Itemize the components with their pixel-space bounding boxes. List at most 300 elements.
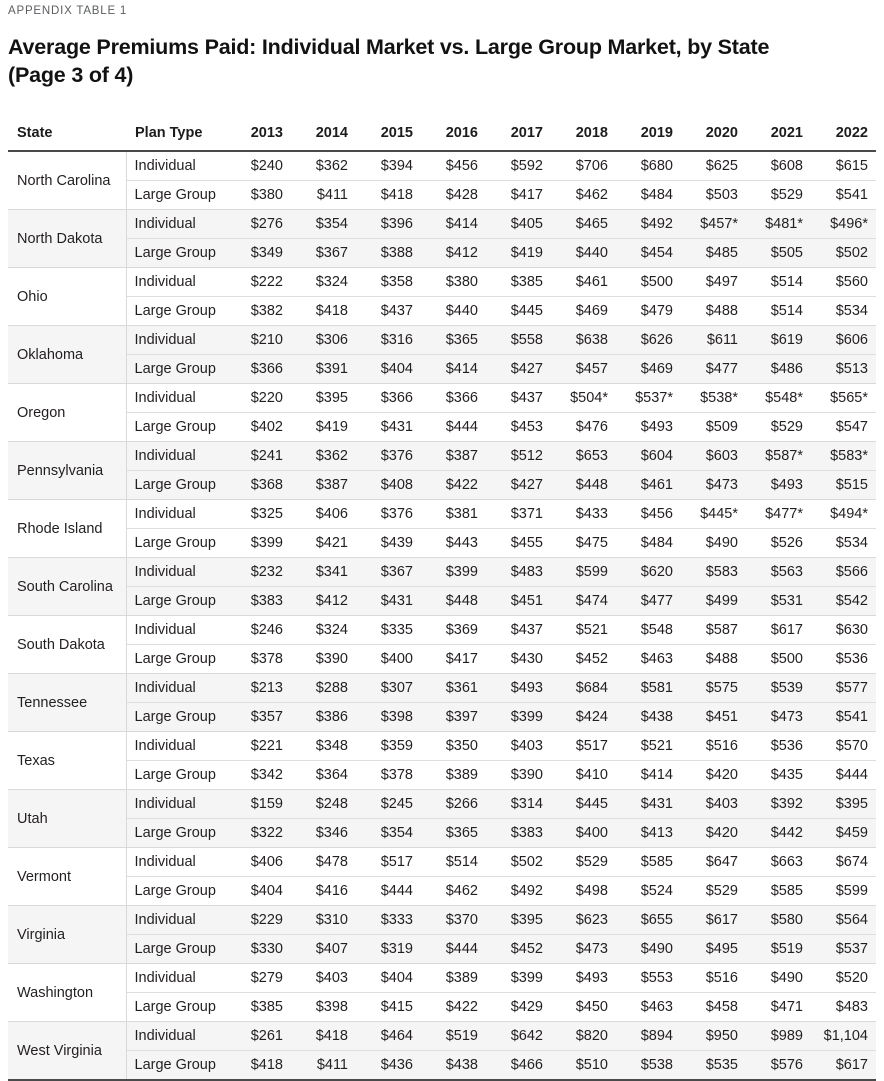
premium-value: $630	[811, 616, 876, 645]
premium-value: $592	[510, 158, 543, 174]
premium-value: $462	[551, 181, 616, 210]
premium-value: $599	[811, 877, 876, 906]
premium-value: $414	[616, 761, 681, 790]
premium-value: $894	[616, 1022, 681, 1051]
premium-value: $437	[486, 616, 551, 645]
premium-value: $585	[616, 848, 681, 877]
plan-type-label: Large Group	[126, 819, 226, 848]
premium-value: $438	[616, 703, 681, 732]
premium-value: $399	[486, 703, 551, 732]
premium-value: $615	[835, 158, 868, 174]
plan-type-label: Individual	[126, 1022, 226, 1051]
premium-value: $438	[421, 1051, 486, 1081]
premium-value: $587*	[746, 442, 811, 471]
premium-value: $306	[291, 326, 356, 355]
state-group	[8, 151, 876, 210]
premium-value: $392	[746, 790, 811, 819]
plan-type-label: Individual	[126, 616, 226, 645]
state-name: South Carolina	[8, 558, 126, 616]
premium-value: $587	[681, 616, 746, 645]
page-title-line-2: (Page 3 of 4)	[8, 63, 134, 87]
premium-value: $440	[551, 239, 616, 268]
premium-value: $458	[681, 993, 746, 1022]
plan-type-label: Individual	[126, 442, 226, 471]
premium-value: $514	[746, 297, 811, 326]
premium-value: $422	[421, 993, 486, 1022]
premium-value: $444	[811, 761, 876, 790]
plan-type-label: Large Group	[126, 413, 226, 442]
premium-value: $504*	[551, 384, 616, 413]
plan-type-label: Large Group	[126, 587, 226, 616]
premium-value: $346	[291, 819, 356, 848]
premium-value: $481*	[746, 210, 811, 239]
plan-type-label: Large Group	[126, 471, 226, 500]
premium-value: $403	[291, 964, 356, 993]
premium-value: $465	[551, 210, 616, 239]
state-name: Utah	[8, 790, 126, 848]
premium-value: $519	[746, 935, 811, 964]
premium-value: $485	[681, 239, 746, 268]
premium-value: $417	[486, 181, 551, 210]
table-row	[8, 181, 876, 210]
premium-value: $488	[681, 645, 746, 674]
premium-value: $437	[356, 297, 421, 326]
premium-value: $642	[486, 1022, 551, 1051]
premium-value: $403	[486, 732, 551, 761]
premium-value: $498	[551, 877, 616, 906]
premium-value: $445	[486, 297, 551, 326]
premium-value: $376	[356, 500, 421, 529]
premium-value: $497	[681, 268, 746, 297]
premium-value: $541	[811, 703, 876, 732]
premium-value: $494*	[811, 500, 876, 529]
premium-value: $490	[616, 935, 681, 964]
premium-value: $553	[616, 964, 681, 993]
premium-value: $509	[681, 413, 746, 442]
state-name: Ohio	[8, 268, 126, 326]
state-group	[8, 442, 876, 500]
premium-value: $376	[356, 442, 421, 471]
table-row	[8, 326, 876, 355]
premium-value: $361	[421, 674, 486, 703]
premium-value: $492	[616, 210, 681, 239]
premium-value: $383	[486, 819, 551, 848]
premium-value: $364	[291, 761, 356, 790]
premium-value: $398	[356, 703, 421, 732]
state-name: Virginia	[8, 906, 126, 964]
col-header-2013: 2013	[226, 118, 291, 151]
premium-value: $358	[356, 268, 421, 297]
premium-value: $389	[421, 964, 486, 993]
plan-type-label: Individual	[126, 964, 226, 993]
premium-value: $407	[291, 935, 356, 964]
premium-value: $459	[811, 819, 876, 848]
premium-value: $248	[291, 790, 356, 819]
premium-value: $560	[811, 268, 876, 297]
premium-value: $583	[681, 558, 746, 587]
premium-value: $420	[681, 819, 746, 848]
premium-value: $638	[551, 326, 616, 355]
col-header-2021: 2021	[746, 118, 811, 151]
premium-value: $512	[486, 442, 551, 471]
premium-value: $471	[746, 993, 811, 1022]
premium-value: $492	[486, 877, 551, 906]
premium-value: $524	[616, 877, 681, 906]
premium-value: $503	[681, 181, 746, 210]
premium-value: $405	[486, 210, 551, 239]
state-group	[8, 732, 876, 790]
premium-value: $456	[445, 158, 478, 174]
table-row	[8, 239, 876, 268]
state-group	[8, 268, 876, 326]
premium-value: $445	[551, 790, 616, 819]
premium-value: $357	[226, 703, 291, 732]
premium-value: $455	[486, 529, 551, 558]
premium-value: $389	[421, 761, 486, 790]
premium-value: $484	[616, 181, 681, 210]
state-name: West Virginia	[8, 1022, 126, 1081]
premium-value: $359	[356, 732, 421, 761]
col-header-2022: 2022	[811, 118, 876, 151]
premium-value: $437	[486, 384, 551, 413]
premium-value: $416	[291, 877, 356, 906]
premium-value: $464	[356, 1022, 421, 1051]
plan-type-label: Large Group	[126, 703, 226, 732]
premium-value: $213	[226, 674, 291, 703]
premium-value: $310	[291, 906, 356, 935]
premium-value: $626	[616, 326, 681, 355]
premium-value: $989	[746, 1022, 811, 1051]
premium-value: $316	[356, 326, 421, 355]
premium-value: $288	[291, 674, 356, 703]
premium-value: $397	[421, 703, 486, 732]
table-row	[8, 790, 876, 819]
premium-value: $371	[486, 500, 551, 529]
table-row	[8, 151, 876, 181]
state-group	[8, 790, 876, 848]
premium-value: $396	[356, 210, 421, 239]
table-row	[8, 529, 876, 558]
page-title-line-1: Average Premiums Paid: Individual Market vs. Large Group Market, by State	[8, 35, 770, 59]
premium-value: $404	[356, 355, 421, 384]
premium-value: $403	[681, 790, 746, 819]
premiums-table	[8, 118, 876, 1081]
premium-value: $674	[811, 848, 876, 877]
table-row	[8, 877, 876, 906]
premium-value: $366	[356, 384, 421, 413]
premium-value: $411	[291, 1051, 356, 1081]
table-row	[8, 268, 876, 297]
premium-value: $342	[226, 761, 291, 790]
premium-value: $436	[356, 1051, 421, 1081]
plan-type-label: Individual	[126, 326, 226, 355]
premium-value: $398	[291, 993, 356, 1022]
premium-value: $495	[681, 935, 746, 964]
premium-value: $513	[811, 355, 876, 384]
premium-value: $478	[291, 848, 356, 877]
premium-value: $483	[811, 993, 876, 1022]
premium-value: $536	[746, 732, 811, 761]
premium-value: $427	[486, 471, 551, 500]
premium-value: $542	[811, 587, 876, 616]
premium-value: $477*	[746, 500, 811, 529]
premium-value: $341	[291, 558, 356, 587]
premium-value: $479	[616, 297, 681, 326]
premium-value: $539	[746, 674, 811, 703]
state-group	[8, 674, 876, 732]
premium-value: $411	[291, 181, 356, 210]
premium-value: $354	[356, 819, 421, 848]
premium-value: $431	[616, 790, 681, 819]
premium-value: $399	[421, 558, 486, 587]
col-header-plan-type: Plan Type	[126, 118, 226, 151]
premium-value: $229	[226, 906, 291, 935]
state-name: Oklahoma	[8, 326, 126, 384]
premium-value: $625	[705, 158, 738, 174]
premium-value: $463	[616, 993, 681, 1022]
premium-value: $496*	[811, 210, 876, 239]
premium-value: $418	[291, 1022, 356, 1051]
table-row	[8, 732, 876, 761]
premium-value: $266	[421, 790, 486, 819]
premium-value: $279	[226, 964, 291, 993]
premium-value: $417	[421, 645, 486, 674]
premium-value: $617	[681, 906, 746, 935]
premium-value: $477	[681, 355, 746, 384]
premium-value: $412	[421, 239, 486, 268]
premium-value: $365	[421, 819, 486, 848]
premium-value: $395	[811, 790, 876, 819]
premium-value: $382	[226, 297, 291, 326]
state-name: Texas	[8, 732, 126, 790]
state-name: Washington	[8, 964, 126, 1022]
premium-value: $410	[551, 761, 616, 790]
premium-value: $421	[291, 529, 356, 558]
premium-value: $706	[575, 158, 608, 174]
col-header-2017: 2017	[486, 118, 551, 151]
plan-type-label: Large Group	[126, 645, 226, 674]
state-group	[8, 558, 876, 616]
table-row	[8, 384, 876, 413]
premium-value: $387	[291, 471, 356, 500]
premium-value: $395	[486, 906, 551, 935]
premium-value: $261	[226, 1022, 291, 1051]
premium-value: $454	[616, 239, 681, 268]
premium-value: $534	[811, 297, 876, 326]
premium-value: $385	[486, 268, 551, 297]
premium-value: $448	[421, 587, 486, 616]
premium-value: $406	[226, 848, 291, 877]
premium-value: $362	[291, 442, 356, 471]
premium-value: $531	[746, 587, 811, 616]
state-name: North Dakota	[8, 210, 126, 268]
premium-value: $453	[486, 413, 551, 442]
premium-value: $577	[811, 674, 876, 703]
premium-value: $367	[356, 558, 421, 587]
premium-value: $418	[226, 1051, 291, 1081]
premium-value: $576	[746, 1051, 811, 1081]
premium-value: $493	[486, 674, 551, 703]
premium-value: $399	[486, 964, 551, 993]
premium-value: $490	[681, 529, 746, 558]
premium-value: $563	[746, 558, 811, 587]
premium-value: $486	[746, 355, 811, 384]
premium-value: $430	[486, 645, 551, 674]
premium-value: $575	[681, 674, 746, 703]
premium-value: $493	[551, 964, 616, 993]
table-row	[8, 703, 876, 732]
premium-value: $585	[746, 877, 811, 906]
premium-value: $619	[746, 326, 811, 355]
col-header-2018: 2018	[551, 118, 616, 151]
plan-type-label: Individual	[126, 674, 226, 703]
premium-value: $490	[746, 964, 811, 993]
premium-value: $566	[811, 558, 876, 587]
table-row	[8, 471, 876, 500]
state-group	[8, 1022, 876, 1081]
premium-value: $515	[811, 471, 876, 500]
premium-value: $240	[250, 158, 283, 174]
premium-value: $538*	[681, 384, 746, 413]
premium-value: $406	[291, 500, 356, 529]
premium-value: $450	[551, 993, 616, 1022]
col-header-state: State	[8, 118, 126, 151]
premium-value: $473	[681, 471, 746, 500]
premium-value: $499	[681, 587, 746, 616]
premium-value: $548	[616, 616, 681, 645]
state-name: Rhode Island	[8, 500, 126, 558]
header-row	[8, 118, 876, 151]
premium-value: $366	[421, 384, 486, 413]
plan-type-label: Individual	[126, 558, 226, 587]
premium-value: $535	[681, 1051, 746, 1081]
premium-value: $348	[291, 732, 356, 761]
premium-value: $521	[616, 732, 681, 761]
state-group	[8, 964, 876, 1022]
premium-value: $444	[356, 877, 421, 906]
premium-value: $443	[421, 529, 486, 558]
premium-value: $333	[356, 906, 421, 935]
premium-value: $390	[291, 645, 356, 674]
table-row	[8, 1022, 876, 1051]
table-header	[8, 118, 876, 151]
premium-value: $493	[616, 413, 681, 442]
state-name: South Dakota	[8, 616, 126, 674]
premium-value: $444	[421, 413, 486, 442]
premium-value: $617	[811, 1051, 876, 1081]
premium-value: $367	[291, 239, 356, 268]
premium-value: $362	[315, 158, 348, 174]
premium-value: $477	[616, 587, 681, 616]
premium-value: $502	[486, 848, 551, 877]
premium-value: $462	[421, 877, 486, 906]
plan-type-label: Individual	[126, 384, 226, 413]
premium-value: $319	[356, 935, 421, 964]
premium-value: $324	[291, 616, 356, 645]
premium-value: $466	[486, 1051, 551, 1081]
premium-value: $429	[486, 993, 551, 1022]
premium-value: $451	[486, 587, 551, 616]
table-row	[8, 442, 876, 471]
premium-value: $399	[226, 529, 291, 558]
premium-value: $427	[486, 355, 551, 384]
table-row	[8, 1051, 876, 1081]
premium-value: $488	[681, 297, 746, 326]
plan-type-label: Individual	[126, 210, 226, 239]
plan-type-label: Individual	[126, 848, 226, 877]
premium-value: $536	[811, 645, 876, 674]
premium-value: $241	[226, 442, 291, 471]
premium-value: $516	[681, 732, 746, 761]
premium-value: $388	[356, 239, 421, 268]
premium-value: $611	[681, 326, 746, 355]
premium-value: $469	[616, 355, 681, 384]
premium-value: $431	[356, 587, 421, 616]
page-title	[8, 33, 876, 89]
premium-value: $366	[226, 355, 291, 384]
plan-type-label: Large Group	[126, 355, 226, 384]
premium-value: $418	[356, 181, 421, 210]
premium-value: $440	[421, 297, 486, 326]
col-header-2020: 2020	[681, 118, 746, 151]
premium-value: $608	[770, 158, 803, 174]
premium-value: $307	[356, 674, 421, 703]
premium-value: $439	[356, 529, 421, 558]
premium-value: $461	[551, 268, 616, 297]
premium-value: $463	[616, 645, 681, 674]
plan-type-label: Large Group	[126, 297, 226, 326]
premium-value: $565*	[811, 384, 876, 413]
premium-value: $517	[551, 732, 616, 761]
premium-value: $445*	[681, 500, 746, 529]
premium-value: $418	[291, 297, 356, 326]
premium-value: $404	[226, 877, 291, 906]
premium-value: $383	[226, 587, 291, 616]
premium-value: $380	[421, 268, 486, 297]
plan-type-label: Individual	[126, 732, 226, 761]
plan-type-label: Individual	[134, 158, 196, 174]
premium-value: $493	[746, 471, 811, 500]
premium-value: $500	[746, 645, 811, 674]
premium-value: $456	[616, 500, 681, 529]
premium-value: $386	[291, 703, 356, 732]
premium-value: $276	[226, 210, 291, 239]
table-row	[8, 848, 876, 877]
premium-value: $517	[356, 848, 421, 877]
col-header-2019: 2019	[616, 118, 681, 151]
state-name: Pennsylvania	[8, 442, 126, 500]
premium-value: $391	[291, 355, 356, 384]
premium-value: $232	[226, 558, 291, 587]
state-group	[8, 326, 876, 384]
plan-type-label: Individual	[126, 906, 226, 935]
premium-value: $1,104	[811, 1022, 876, 1051]
table-row	[8, 645, 876, 674]
premium-value: $653	[551, 442, 616, 471]
premium-value: $324	[291, 268, 356, 297]
premium-value: $433	[551, 500, 616, 529]
state-group	[8, 384, 876, 442]
premium-value: $537*	[616, 384, 681, 413]
premium-value: $473	[551, 935, 616, 964]
table-row	[8, 558, 876, 587]
state-group	[8, 210, 876, 268]
premium-value: $510	[551, 1051, 616, 1081]
plan-type-label: Large Group	[126, 935, 226, 964]
premium-value: $538	[616, 1051, 681, 1081]
premium-value: $404	[356, 964, 421, 993]
premium-value: $484	[616, 529, 681, 558]
